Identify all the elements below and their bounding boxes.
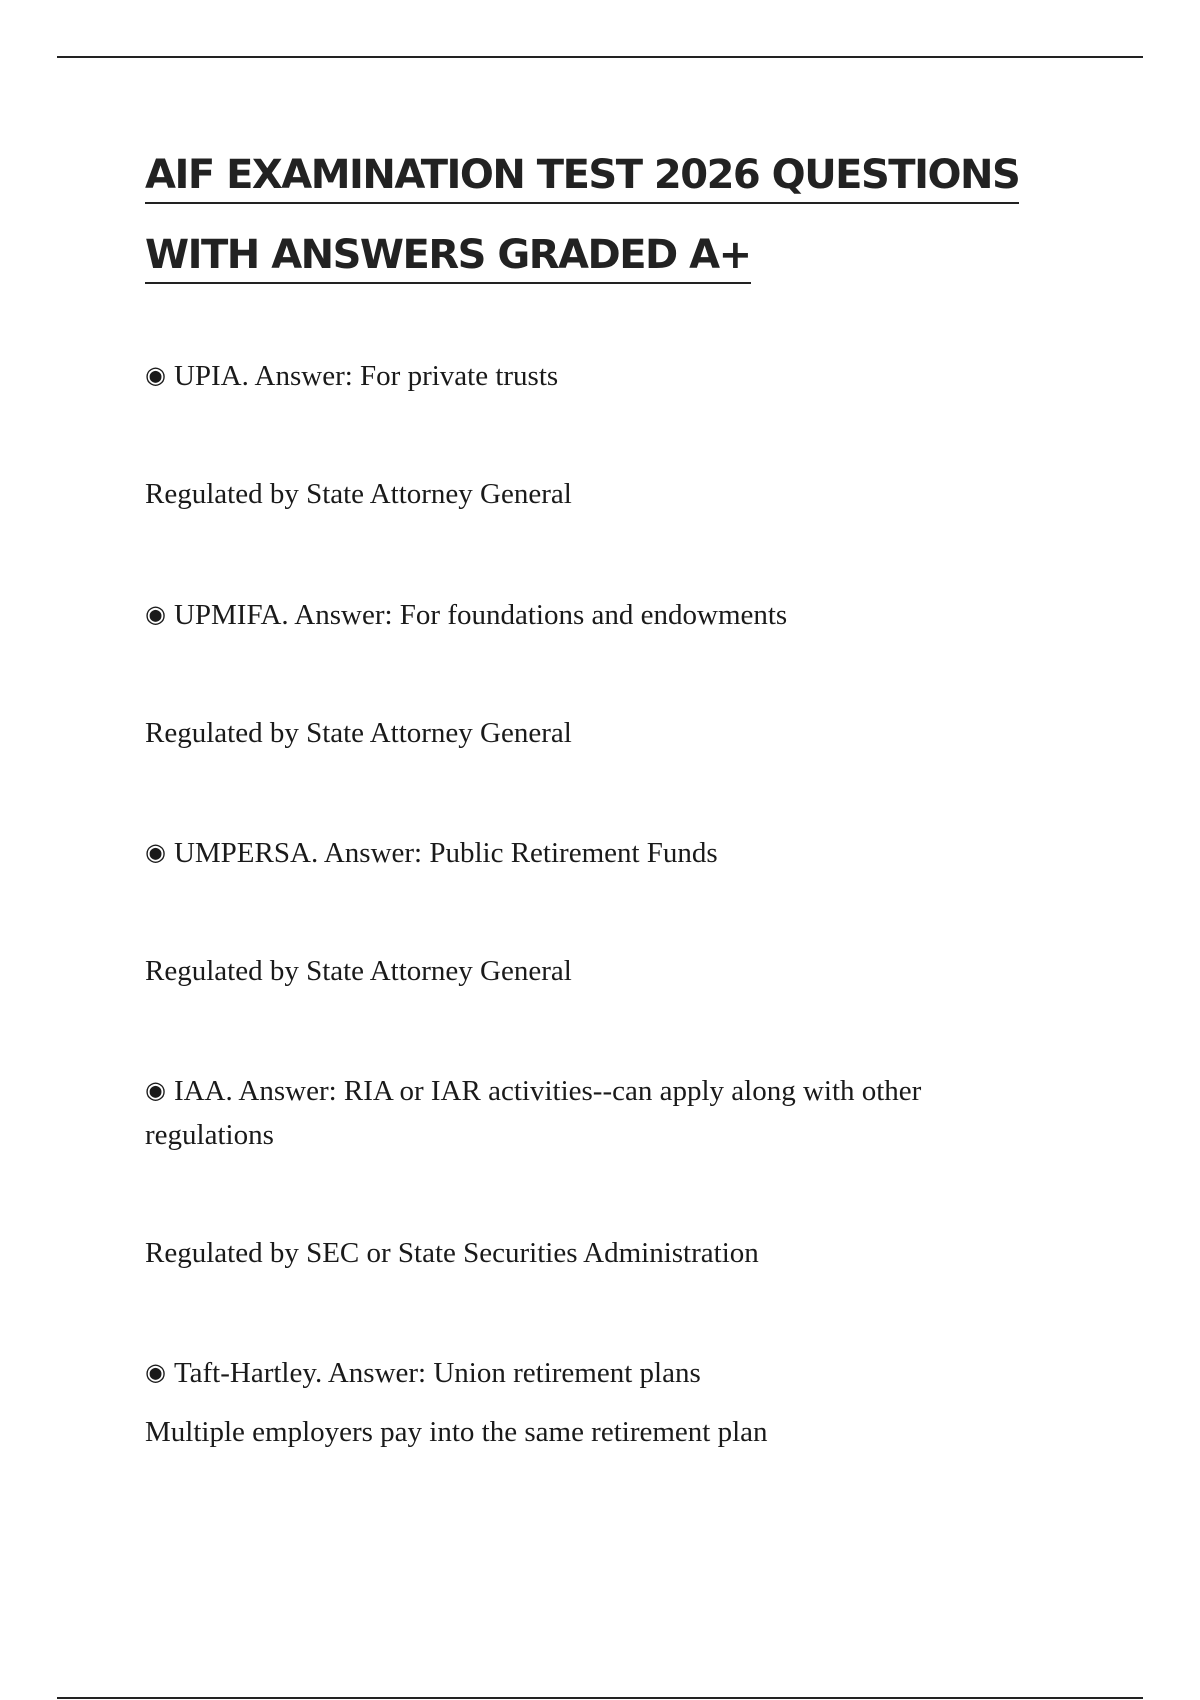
question-text: UMPERSA. Answer: Public Retirement Funds [173,837,718,869]
top-divider [57,56,1143,58]
question-item [145,1350,1045,1395]
radio-bullet-icon: ◉ [145,838,166,866]
answer-detail: Regulated by SEC or State Securities Administration [145,1237,759,1269]
answer-detail: Regulated by State Attorney General [145,717,572,749]
question-item [145,1068,1045,1157]
question-text: UPIA. Answer: For private trusts [173,360,559,392]
question-item [145,353,1045,398]
question-item [145,592,1045,637]
answer-detail: Multiple employers pay into the same retirement plan [145,1416,768,1448]
answer-detail: Regulated by State Attorney General [145,478,572,510]
answer-detail: Regulated by State Attorney General [145,955,572,987]
radio-bullet-icon: ◉ [145,600,166,628]
question-item [145,830,1045,875]
radio-bullet-icon: ◉ [145,1358,166,1386]
title-line-2: WITH ANSWERS GRADED A+ [145,228,751,284]
question-text: IAA. Answer: RIA or IAR activities--can apply along with other regulations [145,1075,922,1151]
radio-bullet-icon: ◉ [145,361,166,389]
question-text: Taft-Hartley. Answer: Union retirement plans [173,1357,701,1389]
bottom-divider [57,1697,1143,1699]
page-title [145,140,1105,300]
title-line-1: AIF EXAMINATION TEST 2026 QUESTIONS [145,148,1019,204]
radio-bullet-icon: ◉ [145,1076,166,1104]
question-text: UPMIFA. Answer: For foundations and endowments [173,599,788,631]
